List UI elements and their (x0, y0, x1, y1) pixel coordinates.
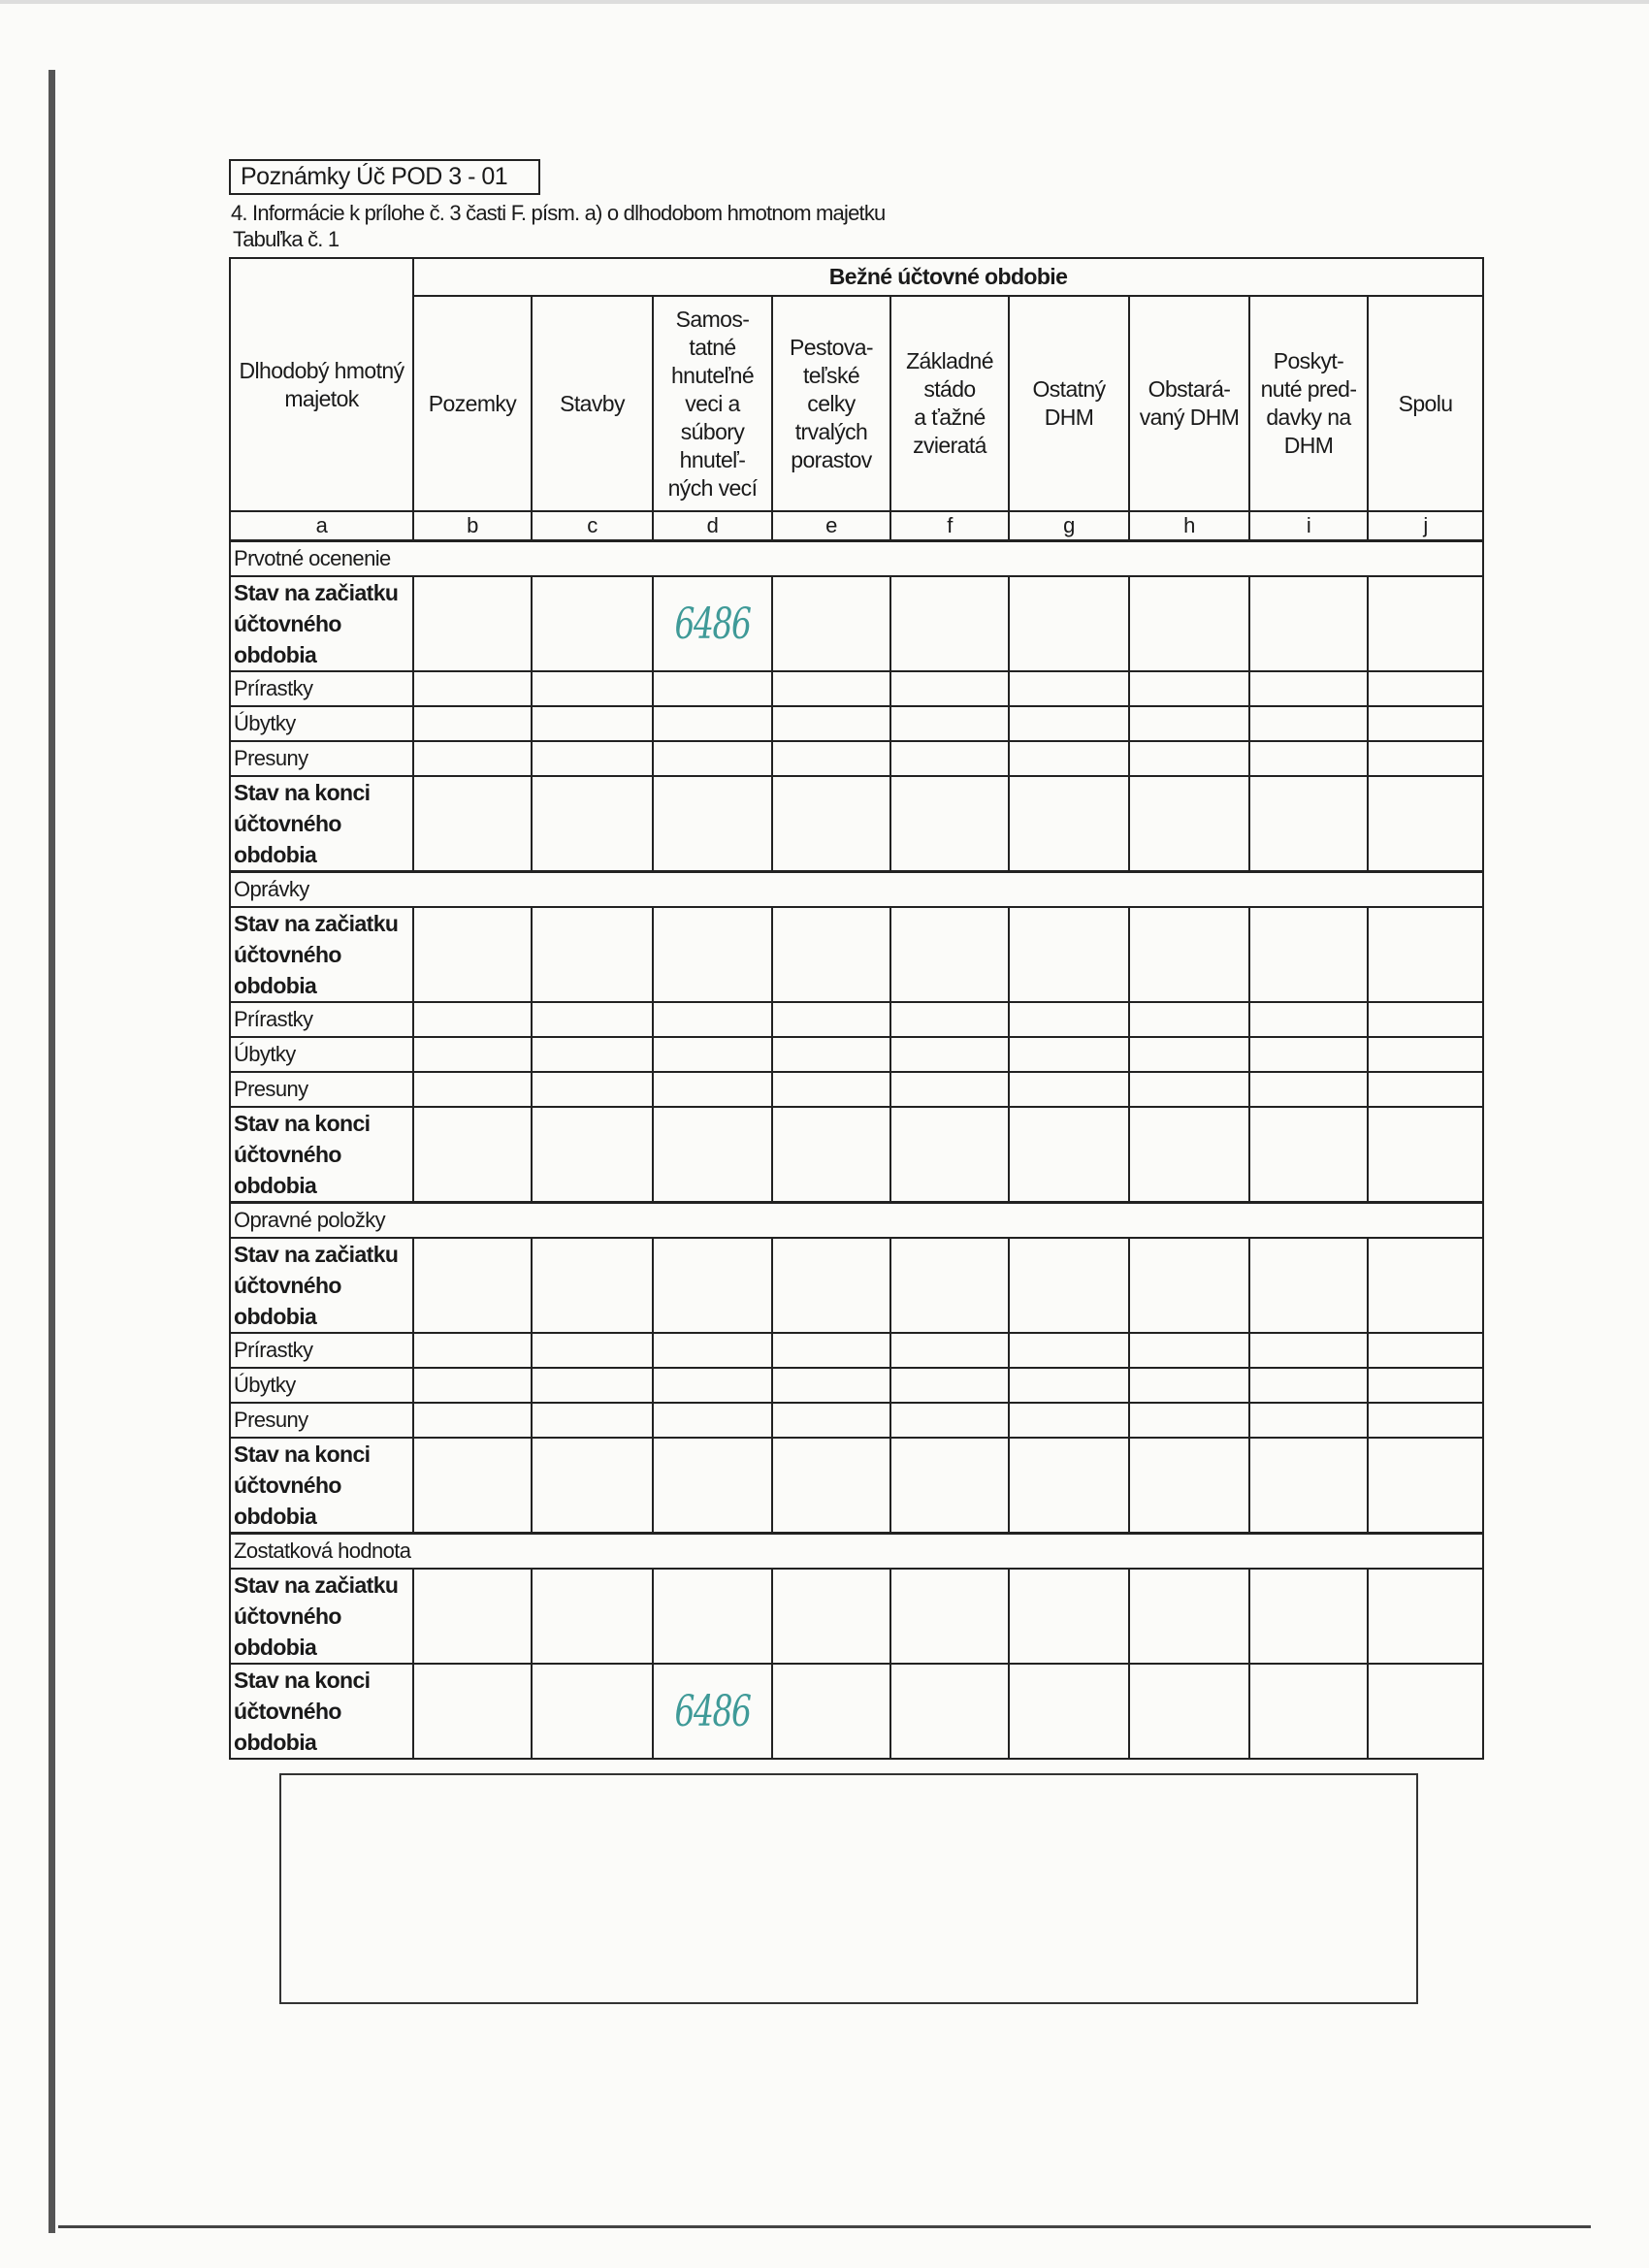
value-cell[interactable] (1368, 1569, 1483, 1664)
value-cell[interactable] (413, 741, 532, 776)
table-row (230, 1107, 1483, 1203)
value-cell[interactable] (772, 1438, 890, 1534)
value-cell[interactable] (1249, 671, 1368, 706)
value-cell[interactable] (1249, 741, 1368, 776)
value-cell[interactable] (532, 1107, 653, 1203)
value-cell[interactable] (413, 907, 532, 1002)
row-label: Stav na konci účtovného obdobia (230, 1438, 413, 1534)
value-cell[interactable] (890, 1238, 1009, 1333)
value-cell[interactable] (1368, 706, 1483, 741)
table-row (230, 776, 1483, 872)
table-row (230, 1333, 1483, 1368)
value-cell[interactable] (890, 907, 1009, 1002)
value-cell[interactable] (1368, 1664, 1483, 1759)
row-label: Úbytky (230, 706, 413, 741)
scan-edge-left (48, 70, 55, 2233)
value-cell[interactable] (1368, 1107, 1483, 1203)
value-cell[interactable] (1009, 1403, 1129, 1438)
value-cell[interactable] (1009, 776, 1129, 872)
value-cell[interactable] (532, 907, 653, 1002)
column-header: Poskyt- nuté pred- davky na DHM (1249, 296, 1368, 511)
value-cell[interactable] (890, 1438, 1009, 1534)
column-header: Pozemky (413, 296, 532, 511)
value-cell[interactable] (413, 576, 532, 671)
column-letter: g (1009, 511, 1129, 541)
value-cell[interactable] (653, 1333, 772, 1368)
value-cell[interactable] (532, 1002, 653, 1037)
value-cell[interactable] (1009, 1107, 1129, 1203)
value-cell[interactable] (1249, 1664, 1368, 1759)
row-label: Presuny (230, 1403, 413, 1438)
value-cell[interactable] (772, 1664, 890, 1759)
value-cell[interactable] (532, 576, 653, 671)
row-label: Úbytky (230, 1368, 413, 1403)
value-cell[interactable] (1249, 1569, 1368, 1664)
value-cell[interactable] (413, 1569, 532, 1664)
value-cell[interactable] (890, 1368, 1009, 1403)
value-cell[interactable] (1009, 671, 1129, 706)
value-cell[interactable] (532, 1333, 653, 1368)
column-header: Obstará- vaný DHM (1129, 296, 1249, 511)
value-cell[interactable] (653, 1664, 772, 1759)
table-row (230, 576, 1483, 671)
section-row (230, 1534, 1483, 1570)
value-cell[interactable] (1009, 1333, 1129, 1368)
column-letter: b (413, 511, 532, 541)
period-header: Bežné účtovné obdobie (413, 258, 1483, 296)
value-cell[interactable] (532, 671, 653, 706)
value-cell[interactable] (653, 907, 772, 1002)
value-cell[interactable] (890, 706, 1009, 741)
value-cell[interactable] (1129, 1664, 1249, 1759)
row-label: Stav na začiatku účtovného obdobia (230, 1569, 413, 1664)
value-cell[interactable] (890, 1037, 1009, 1072)
value-cell[interactable] (532, 1238, 653, 1333)
value-cell[interactable] (1249, 1037, 1368, 1072)
row-label: Stav na konci účtovného obdobia (230, 776, 413, 872)
value-cell[interactable] (772, 1002, 890, 1037)
value-cell[interactable] (1249, 907, 1368, 1002)
value-cell[interactable] (772, 1368, 890, 1403)
table-row (230, 706, 1483, 741)
section-intro: 4. Informácie k prílohe č. 3 časti F. písm. a) o dlhodobom hmotnom majetku (231, 201, 886, 225)
column-letter: i (1249, 511, 1368, 541)
value-cell[interactable] (1009, 907, 1129, 1002)
value-cell[interactable] (653, 706, 772, 741)
value-cell[interactable] (413, 1368, 532, 1403)
column-letter: e (772, 511, 890, 541)
value-cell[interactable] (653, 776, 772, 872)
table-label: Tabuľka č. 1 (233, 227, 340, 251)
value-cell[interactable] (653, 1569, 772, 1664)
value-cell[interactable] (1009, 1238, 1129, 1333)
value-cell[interactable] (772, 1403, 890, 1438)
value-cell[interactable] (890, 1107, 1009, 1203)
value-cell[interactable] (653, 576, 772, 671)
row-label: Presuny (230, 1072, 413, 1107)
value-cell[interactable] (413, 1238, 532, 1333)
table-row (230, 1569, 1483, 1664)
value-cell[interactable] (890, 1333, 1009, 1368)
handwritten-value: 6486 (674, 599, 751, 649)
table-row (230, 1002, 1483, 1037)
value-cell[interactable] (1009, 576, 1129, 671)
value-cell[interactable] (1009, 1569, 1129, 1664)
row-label: Stav na začiatku účtovného obdobia (230, 576, 413, 671)
column-letter: j (1368, 511, 1483, 541)
row-label: Úbytky (230, 1037, 413, 1072)
value-cell[interactable] (890, 576, 1009, 671)
value-cell[interactable] (532, 1664, 653, 1759)
value-cell[interactable] (890, 1002, 1009, 1037)
value-cell[interactable] (1368, 576, 1483, 671)
value-cell[interactable] (1129, 1333, 1249, 1368)
table-row (230, 1037, 1483, 1072)
asset-table (229, 257, 1484, 1760)
value-cell[interactable] (1009, 1072, 1129, 1107)
value-cell[interactable] (1129, 741, 1249, 776)
value-cell[interactable] (1368, 741, 1483, 776)
value-cell[interactable] (772, 1037, 890, 1072)
value-cell[interactable] (413, 1664, 532, 1759)
value-cell[interactable] (1368, 1037, 1483, 1072)
value-cell[interactable] (653, 1238, 772, 1333)
row-label: Stav na začiatku účtovného obdobia (230, 1238, 413, 1333)
value-cell[interactable] (653, 1368, 772, 1403)
value-cell[interactable] (653, 1438, 772, 1534)
value-cell[interactable] (413, 776, 532, 872)
column-letter: c (532, 511, 653, 541)
table-row (230, 1438, 1483, 1534)
value-cell[interactable] (1129, 1403, 1249, 1438)
value-cell[interactable] (1249, 1403, 1368, 1438)
value-cell[interactable] (890, 671, 1009, 706)
value-cell[interactable] (413, 706, 532, 741)
value-cell[interactable] (1368, 1368, 1483, 1403)
column-letter: f (890, 511, 1009, 541)
table-row (230, 1072, 1483, 1107)
section-title: Oprávky (230, 872, 1483, 908)
value-cell[interactable] (1249, 776, 1368, 872)
column-header: Ostatný DHM (1009, 296, 1129, 511)
value-cell[interactable] (532, 1569, 653, 1664)
value-cell[interactable] (772, 706, 890, 741)
value-cell[interactable] (1129, 1569, 1249, 1664)
scan-edge-bottom (58, 2225, 1591, 2228)
value-cell[interactable] (1368, 1238, 1483, 1333)
value-cell[interactable] (1009, 1438, 1129, 1534)
row-label: Presuny (230, 741, 413, 776)
value-cell[interactable] (772, 1072, 890, 1107)
value-cell[interactable] (1129, 907, 1249, 1002)
value-cell[interactable] (532, 1368, 653, 1403)
section-title: Opravné položky (230, 1203, 1483, 1239)
value-cell[interactable] (1129, 1438, 1249, 1534)
value-cell[interactable] (653, 741, 772, 776)
value-cell[interactable] (532, 1403, 653, 1438)
value-cell[interactable] (890, 741, 1009, 776)
value-cell[interactable] (772, 1333, 890, 1368)
value-cell[interactable] (1129, 1107, 1249, 1203)
value-cell[interactable] (413, 1002, 532, 1037)
section-row (230, 872, 1483, 908)
value-cell[interactable] (772, 671, 890, 706)
value-cell[interactable] (772, 1569, 890, 1664)
value-cell[interactable] (890, 1569, 1009, 1664)
value-cell[interactable] (1129, 706, 1249, 741)
value-cell[interactable] (532, 776, 653, 872)
section-title: Zostatková hodnota (230, 1534, 1483, 1570)
column-header: Pestova- teľské celky trvalých porastov (772, 296, 890, 511)
section-row (230, 1203, 1483, 1239)
value-cell[interactable] (653, 1403, 772, 1438)
value-cell[interactable] (1249, 1107, 1368, 1203)
value-cell[interactable] (1249, 576, 1368, 671)
value-cell[interactable] (772, 1107, 890, 1203)
value-cell[interactable] (413, 671, 532, 706)
value-cell[interactable] (532, 741, 653, 776)
value-cell[interactable] (890, 1072, 1009, 1107)
value-cell[interactable] (1129, 1002, 1249, 1037)
row-header: Dlhodobý hmotný majetok (239, 357, 404, 411)
value-cell[interactable] (1368, 671, 1483, 706)
value-cell[interactable] (772, 1238, 890, 1333)
value-cell[interactable] (772, 776, 890, 872)
column-header: Stavby (532, 296, 653, 511)
value-cell[interactable] (1368, 1333, 1483, 1368)
form-title: Poznámky Úč POD 3 - 01 (229, 159, 540, 195)
value-cell[interactable] (1249, 706, 1368, 741)
value-cell[interactable] (1009, 1037, 1129, 1072)
column-letter: d (653, 511, 772, 541)
value-cell[interactable] (890, 776, 1009, 872)
section-title: Prvotné ocenenie (230, 541, 1483, 577)
value-cell[interactable] (1249, 1333, 1368, 1368)
value-cell[interactable] (1249, 1438, 1368, 1534)
table-row (230, 1403, 1483, 1438)
column-header: Spolu (1368, 296, 1483, 511)
value-cell[interactable] (1009, 1002, 1129, 1037)
value-cell[interactable] (890, 1403, 1009, 1438)
value-cell[interactable] (1009, 1664, 1129, 1759)
value-cell[interactable] (413, 1037, 532, 1072)
value-cell[interactable] (653, 671, 772, 706)
value-cell[interactable] (1129, 1037, 1249, 1072)
value-cell[interactable] (1129, 1368, 1249, 1403)
column-header: Samos- tatné hnuteľné veci a súbory hnuteľ- ných vecí (653, 296, 772, 511)
value-cell[interactable] (1129, 776, 1249, 872)
table-row (230, 907, 1483, 1002)
value-cell[interactable] (653, 1037, 772, 1072)
column-letter: a (230, 511, 413, 541)
table-row (230, 1368, 1483, 1403)
row-label: Prírastky (230, 1333, 413, 1368)
value-cell[interactable] (1129, 1238, 1249, 1333)
table-row (230, 671, 1483, 706)
value-cell[interactable] (653, 1107, 772, 1203)
value-cell[interactable] (413, 1072, 532, 1107)
value-cell[interactable] (1368, 1403, 1483, 1438)
value-cell[interactable] (413, 1107, 532, 1203)
value-cell[interactable] (413, 1438, 532, 1534)
value-cell[interactable] (772, 741, 890, 776)
value-cell[interactable] (890, 1664, 1009, 1759)
handwritten-value: 6486 (674, 1686, 751, 1736)
value-cell[interactable] (1368, 1072, 1483, 1107)
value-cell[interactable] (1009, 706, 1129, 741)
value-cell[interactable] (1368, 907, 1483, 1002)
value-cell[interactable] (1249, 1072, 1368, 1107)
value-cell[interactable] (1249, 1002, 1368, 1037)
value-cell[interactable] (1368, 1002, 1483, 1037)
table-row (230, 741, 1483, 776)
row-label: Prírastky (230, 1002, 413, 1037)
value-cell[interactable] (532, 1037, 653, 1072)
value-cell[interactable] (772, 907, 890, 1002)
value-cell[interactable] (1129, 1072, 1249, 1107)
value-cell[interactable] (653, 1072, 772, 1107)
section-row (230, 541, 1483, 577)
value-cell[interactable] (532, 706, 653, 741)
row-label: Stav na konci účtovného obdobia (230, 1664, 413, 1759)
value-cell[interactable] (413, 1333, 532, 1368)
value-cell[interactable] (1009, 1368, 1129, 1403)
value-cell[interactable] (532, 1438, 653, 1534)
value-cell[interactable] (532, 1072, 653, 1107)
value-cell[interactable] (1249, 1238, 1368, 1333)
scan-edge-top (0, 0, 1649, 4)
value-cell[interactable] (1129, 576, 1249, 671)
row-label: Stav na začiatku účtovného obdobia (230, 907, 413, 1002)
row-label: Stav na konci účtovného obdobia (230, 1107, 413, 1203)
value-cell[interactable] (1009, 741, 1129, 776)
table-row (230, 1664, 1483, 1759)
row-label: Prírastky (230, 671, 413, 706)
value-cell[interactable] (772, 576, 890, 671)
comment-box[interactable] (279, 1773, 1418, 2004)
row-header-cell (230, 258, 413, 511)
column-header: Základné stádo a ťažné zvieratá (890, 296, 1009, 511)
value-cell[interactable] (1129, 671, 1249, 706)
value-cell[interactable] (1368, 1438, 1483, 1534)
value-cell[interactable] (413, 1403, 532, 1438)
table-row (230, 1238, 1483, 1333)
value-cell[interactable] (653, 1002, 772, 1037)
value-cell[interactable] (1249, 1368, 1368, 1403)
value-cell[interactable] (1368, 776, 1483, 872)
column-letter: h (1129, 511, 1249, 541)
